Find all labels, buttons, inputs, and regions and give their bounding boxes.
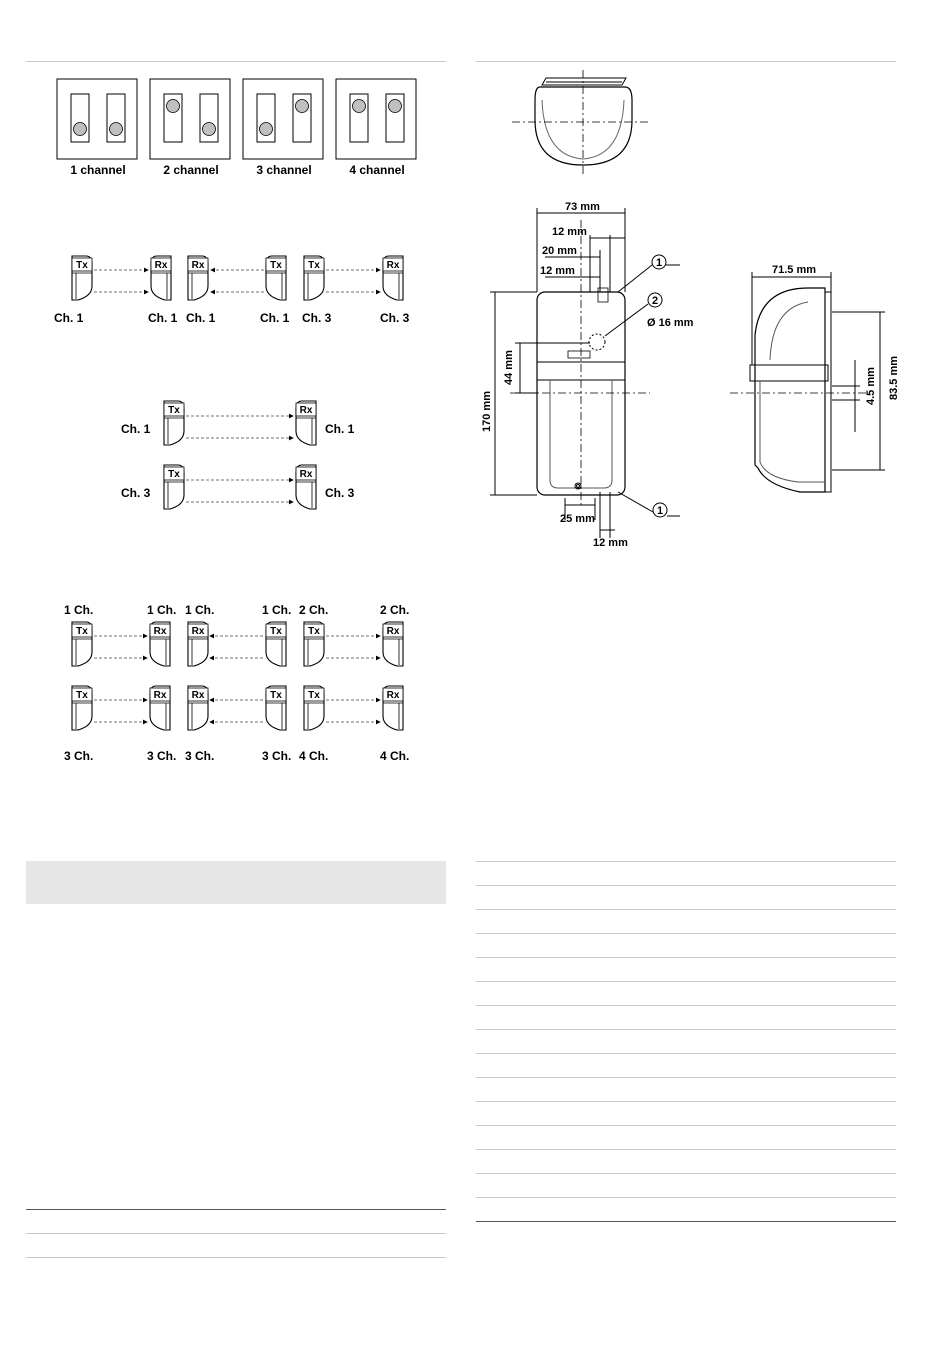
rx-unit-label: Rx xyxy=(299,469,313,480)
tx-unit xyxy=(164,401,184,445)
channel-dot xyxy=(389,100,402,113)
stack2-left-label-2: Ch. 3 xyxy=(121,486,151,500)
rx-unit xyxy=(383,686,403,730)
right-table-rule xyxy=(476,1149,896,1150)
rx-unit-label: Rx xyxy=(191,260,205,271)
channel-label-4: 4 channel xyxy=(349,163,405,177)
stack3-bottom-label-6: 4 Ch. xyxy=(380,749,410,763)
stack3-top-label-3: 1 Ch. xyxy=(185,603,215,617)
stack-two-layout xyxy=(121,401,355,509)
rx-unit xyxy=(150,686,170,730)
stack1-label-2: Ch. 1 xyxy=(148,311,178,325)
channel-label-2: 2 channel xyxy=(163,163,219,177)
tx-unit xyxy=(72,622,92,666)
callout-two: 2 xyxy=(652,295,659,307)
right-table-rule xyxy=(476,1077,896,1078)
tx-unit-label: Tx xyxy=(168,405,180,416)
callout-one-bottom: 1 xyxy=(657,505,664,517)
top-view-drawing xyxy=(512,70,650,175)
stack1-label-3: Ch. 1 xyxy=(186,311,216,325)
right-table-rule xyxy=(476,1005,896,1006)
tx-unit xyxy=(266,256,286,300)
channel-dot xyxy=(167,100,180,113)
dim-73: 73 mm xyxy=(565,201,600,213)
rx-unit xyxy=(188,256,208,300)
stack-one-layout xyxy=(54,256,410,325)
rx-unit xyxy=(151,256,171,300)
right-table-rule xyxy=(476,1053,896,1054)
stack1-label-1: Ch. 1 xyxy=(54,311,84,325)
stack3-top-label-2: 1 Ch. xyxy=(147,603,177,617)
rx-unit-label: Rx xyxy=(191,626,205,637)
channel-label-3: 3 channel xyxy=(256,163,312,177)
channel-option-4 xyxy=(336,79,416,177)
rx-unit xyxy=(188,622,208,666)
side-view-drawing xyxy=(730,272,885,492)
stack2-right-label-2: Ch. 3 xyxy=(325,486,355,500)
callout-one: 1 xyxy=(656,257,663,269)
stack2-right-label-1: Ch. 1 xyxy=(325,422,355,436)
tx-unit xyxy=(304,686,324,730)
left-table-rule-1 xyxy=(26,1209,446,1210)
channel-dot xyxy=(260,123,273,136)
rx-unit xyxy=(296,401,316,445)
rx-unit-label: Rx xyxy=(153,626,167,637)
tx-unit xyxy=(304,256,324,300)
right-table-rule xyxy=(476,1173,896,1174)
tx-unit-label: Tx xyxy=(76,260,88,271)
dim-16: Ø 16 mm xyxy=(647,317,694,329)
tx-unit-label: Tx xyxy=(308,260,320,271)
stack3-top-label-6: 2 Ch. xyxy=(380,603,410,617)
tx-unit xyxy=(72,256,92,300)
dim-12-bottom: 12 mm xyxy=(593,537,628,549)
channel-selector xyxy=(57,79,416,177)
stack2-left-label-1: Ch. 1 xyxy=(121,422,151,436)
channel-dot xyxy=(296,100,309,113)
tx-unit-label: Tx xyxy=(168,469,180,480)
right-table-rule xyxy=(476,1197,896,1198)
tx-unit-label: Tx xyxy=(76,690,88,701)
tx-unit xyxy=(266,686,286,730)
right-table-rule xyxy=(476,861,896,862)
stack-three-layout xyxy=(64,603,409,763)
rx-unit xyxy=(296,465,316,509)
left-diagrams xyxy=(0,0,470,800)
stack1-label-6: Ch. 3 xyxy=(380,311,410,325)
left-table-rule-3 xyxy=(26,1257,446,1258)
left-table-rule-2 xyxy=(26,1233,446,1234)
rx-unit-label: Rx xyxy=(386,626,400,637)
rx-unit-label: Rx xyxy=(153,690,167,701)
channel-dot xyxy=(203,123,216,136)
dim-83-5: 83.5 mm xyxy=(888,355,900,400)
channel-option-2 xyxy=(150,79,230,177)
rx-unit xyxy=(383,622,403,666)
tx-unit-label: Tx xyxy=(308,626,320,637)
right-table-rule xyxy=(476,933,896,934)
tx-unit xyxy=(304,622,324,666)
stack3-bottom-label-3: 3 Ch. xyxy=(185,749,215,763)
dim-20: 20 mm xyxy=(542,245,577,257)
rx-unit xyxy=(150,622,170,666)
tx-unit xyxy=(72,686,92,730)
channel-option-1 xyxy=(57,79,137,177)
tx-unit xyxy=(164,465,184,509)
channel-dot xyxy=(110,123,123,136)
stack3-bottom-label-2: 3 Ch. xyxy=(147,749,177,763)
dimension-drawings xyxy=(470,60,930,560)
tx-unit-label: Tx xyxy=(308,690,320,701)
channel-option-3 xyxy=(243,79,323,177)
right-table-rule xyxy=(476,1101,896,1102)
dim-170: 170 mm xyxy=(481,391,493,432)
tx-unit-label: Tx xyxy=(76,626,88,637)
grey-header-box xyxy=(26,861,446,904)
right-table-rule xyxy=(476,1125,896,1126)
rx-unit-label: Rx xyxy=(299,405,313,416)
tx-unit-label: Tx xyxy=(270,690,282,701)
stack3-bottom-label-1: 3 Ch. xyxy=(64,749,94,763)
channel-label-1: 1 channel xyxy=(70,163,126,177)
right-table-rule xyxy=(476,885,896,886)
stack1-label-5: Ch. 3 xyxy=(302,311,332,325)
rx-unit-label: Rx xyxy=(386,690,400,701)
right-table-rule xyxy=(476,957,896,958)
dim-12-top: 12 mm xyxy=(552,226,587,238)
stack3-top-label-1: 1 Ch. xyxy=(64,603,94,617)
right-table-rule xyxy=(476,909,896,910)
channel-dot xyxy=(74,123,87,136)
tx-unit-label: Tx xyxy=(270,260,282,271)
tx-unit-label: Tx xyxy=(270,626,282,637)
rx-unit-label: Rx xyxy=(386,260,400,271)
stack3-top-label-4: 1 Ch. xyxy=(262,603,292,617)
dim-71-5: 71.5 mm xyxy=(772,264,817,276)
dim-12-mid: 12 mm xyxy=(540,265,575,277)
rx-unit-label: Rx xyxy=(191,690,205,701)
front-view-drawing xyxy=(490,208,680,538)
tx-unit xyxy=(266,622,286,666)
stack3-bottom-label-5: 4 Ch. xyxy=(299,749,329,763)
dim-44: 44 mm xyxy=(503,350,515,385)
right-table-rule xyxy=(476,1029,896,1030)
rx-unit-label: Rx xyxy=(154,260,168,271)
stack3-top-label-5: 2 Ch. xyxy=(299,603,329,617)
right-table-rule xyxy=(476,1221,896,1222)
rx-unit xyxy=(383,256,403,300)
rx-unit xyxy=(188,686,208,730)
stack1-label-4: Ch. 1 xyxy=(260,311,290,325)
stack3-bottom-label-4: 3 Ch. xyxy=(262,749,292,763)
dim-4-5: 4.5 mm xyxy=(865,367,877,405)
channel-dot xyxy=(353,100,366,113)
right-table-rule xyxy=(476,981,896,982)
dim-25: 25 mm xyxy=(560,513,595,525)
